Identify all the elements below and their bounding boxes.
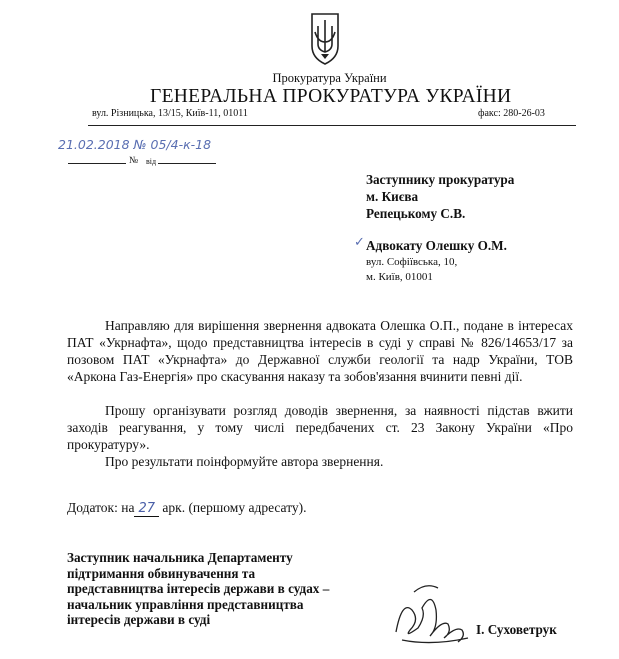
recipient-line: Заступнику прокуратура: [366, 172, 515, 187]
signatory-title-line: Заступник начальника Департаменту: [67, 550, 293, 565]
from-underline: [158, 163, 216, 164]
from-label: від: [146, 157, 157, 166]
signatory-name: І. Суховетрук: [476, 622, 557, 637]
recipient-line: Репецькому С.В.: [366, 206, 466, 221]
signatory-title-line: підтримання обвинувачення та: [67, 565, 256, 581]
recipient-line: м. Києва: [366, 189, 419, 204]
signatory-title: [67, 550, 329, 628]
attachment-prefix: Додаток: на: [67, 500, 135, 515]
check-mark-icon: ✓: [354, 235, 365, 250]
body-paragraph: Направляю для вирішення звернення адвоката Олешка О.П., подане в інтересах ПАТ «Укрнафта», щодо представництва інтересів в суді у справі № 826/14653/17 за позовом ПАТ «Укрнафта» до Державної служби геології та надр України, ТОВ «Аркона Газ-Енергія» про скасування наказу та зобов'язання вчинити певні дії.: [67, 318, 573, 384]
recipient-secondary-name: Адвокату Олешку О.М.: [366, 238, 507, 253]
signatory-title-line: начальник управління представництва: [67, 596, 304, 612]
body-paragraph: Прошу організувати розгляд доводів звернення, за наявності підстав вжити заходів реагування, у тому числі передбачених ст. 23 Закону України «Про прокуратуру».: [67, 403, 573, 452]
signatory-title-line: інтересів держави в суді: [67, 612, 211, 627]
header-divider: [88, 125, 576, 126]
attachment-pages: 27: [134, 501, 159, 517]
number-underline: [68, 163, 126, 164]
trident-coat-of-arms-icon: [310, 12, 340, 66]
body-paragraph: Про результати поінформуйте автора звернення.: [105, 454, 384, 469]
recipient-address-line: вул. Софіївська, 10,: [366, 256, 458, 268]
attachment-note: [67, 500, 307, 516]
handwritten-signature: [392, 580, 472, 650]
signatory-title-line: представництва інтересів держави в судах –: [67, 581, 330, 596]
number-label: №: [129, 156, 139, 166]
org-address: вул. Різницька, 13/15, Київ-11, 01011: [92, 108, 248, 119]
org-parent-name: Прокуратура України: [272, 71, 387, 85]
org-name: ГЕНЕРАЛЬНА ПРОКУРАТУРА УКРАЇНИ: [150, 86, 512, 107]
handwritten-registration: 21.02.2018 № 05/4-к-18: [58, 137, 212, 152]
recipient-address-line: м. Київ, 01001: [366, 271, 433, 283]
attachment-suffix: арк. (першому адресату).: [162, 500, 307, 515]
org-fax: факс: 280-26-03: [478, 108, 545, 119]
